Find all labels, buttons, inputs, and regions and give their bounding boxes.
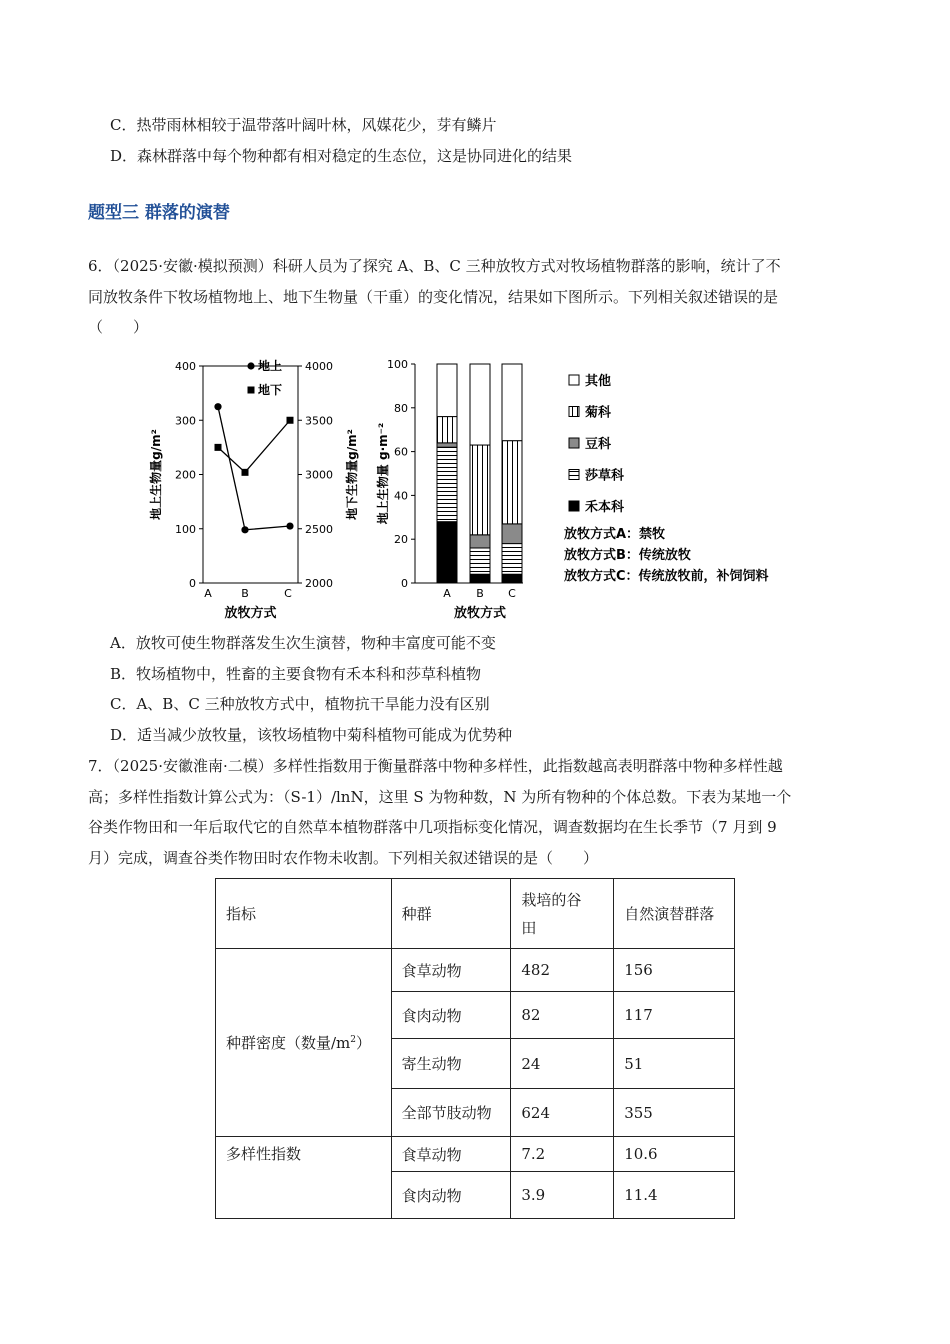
stacked-legend-label: 禾本科 <box>585 500 625 515</box>
q6-text-line1: 6．（2025·安徽·模拟预测）科研人员为了探究 A、B、C 三种放牧方式对牧场植物群落的影响，统计了不 <box>88 257 781 275</box>
grazing-note: 放牧方式C：传统放牧前，补饲饲料 <box>564 569 769 584</box>
x-tick-label: B <box>241 587 249 600</box>
header-cultivated <box>511 879 614 949</box>
row-group: 食草动物 <box>391 1137 511 1172</box>
legend-label-below: 地下 <box>258 383 283 397</box>
stacked-legend-swatch <box>569 407 579 417</box>
right-axis-tick-label: 3000 <box>305 468 333 482</box>
line-chart-frame <box>203 366 298 583</box>
row-cultivated: 624 <box>511 1089 614 1137</box>
row-group: 食草动物 <box>391 949 511 992</box>
header-cultivated-line2: 田 <box>521 918 537 937</box>
x-tick-label: C <box>284 587 292 600</box>
stacked-y-tick-label: 40 <box>394 489 408 503</box>
stacked-y-tick-label: 60 <box>394 445 408 459</box>
legend-marker-below <box>248 387 255 394</box>
option-d-prev: D．森林群落中每个物种都有相对稳定的生态位，这是协同进化的结果 <box>110 147 573 165</box>
row-group: 全部节肢动物 <box>391 1089 511 1137</box>
left-axis-tick-label: 300 <box>175 414 196 428</box>
stacked-legend-swatch <box>569 375 579 385</box>
row-cultivated: 3.9 <box>511 1172 614 1219</box>
stacked-bar-segment <box>437 522 457 583</box>
q7-text-line4: 月）完成，调查谷类作物田时农作物未收割。下列相关叙述错误的是（ ） <box>88 849 599 867</box>
grazing-note: 放牧方式B：传统放牧 <box>564 548 691 563</box>
point-above <box>286 522 293 529</box>
legend-marker-above <box>247 362 254 369</box>
x-axis-label: 放牧方式 <box>224 606 277 621</box>
q6-option-b: B．牧场植物中，牲畜的主要食物有禾本科和莎草科植物 <box>110 665 482 683</box>
header-natural: 自然演替群落 <box>614 879 735 949</box>
density-label-sup: 2 <box>350 1035 357 1045</box>
diversity-label-cell: 多样性指数 <box>216 1137 392 1219</box>
q6-text-line3: （ ） <box>88 318 149 336</box>
stacked-bar-segment <box>437 447 457 521</box>
option-c-prev: C．热带雨林相较于温带落叶阔叶林，风媒花少，芽有鳞片 <box>110 116 497 134</box>
x-tick-label: A <box>204 587 212 600</box>
density-label-cell <box>216 949 392 1137</box>
stacked-bar-segment <box>470 364 490 445</box>
right-axis-tick-label: 2000 <box>305 577 333 590</box>
right-axis-label: 地下生物量g/m² <box>345 429 359 520</box>
q7-text-line3: 谷类作物田和一年后取代它的自然草本植物群落中几项指标变化情况，调查数据均在生长季节（7 月到 9 <box>88 818 777 836</box>
table-row <box>216 949 735 992</box>
table-header-row <box>216 879 735 949</box>
row-cultivated: 82 <box>511 992 614 1039</box>
stacked-bar-segment <box>502 441 522 524</box>
row-cultivated: 7.2 <box>511 1137 614 1172</box>
stacked-y-tick-label: 0 <box>401 577 408 590</box>
stacked-legend-label: 豆科 <box>585 437 612 452</box>
q7-text-line1: 7．（2025·安徽淮南·二模）多样性指数用于衡量群落中物种多样性，此指数越高表明群落中物种多样性越 <box>88 757 783 775</box>
q6-option-d: D．适当减少放牧量，该牧场植物中菊科植物可能成为优势种 <box>110 726 513 744</box>
right-axis-tick-label: 3500 <box>305 414 333 428</box>
left-axis-label: 地上生物量g/m² <box>149 429 163 520</box>
row-natural: 156 <box>614 949 735 992</box>
stacked-bar-segment <box>470 535 490 548</box>
row-natural: 11.4 <box>614 1172 735 1219</box>
legend-label-above: 地上 <box>258 359 283 373</box>
row-natural: 117 <box>614 992 735 1039</box>
stacked-y-axis-label: 地上生物量 g·m⁻² <box>376 422 390 525</box>
left-axis-tick-label: 0 <box>189 577 196 590</box>
row-group: 食肉动物 <box>391 1172 511 1219</box>
stacked-x-tick-label: A <box>443 587 451 600</box>
left-axis-tick-label: 400 <box>175 360 196 373</box>
stacked-bar-segment <box>437 417 457 443</box>
stacked-legend-label: 莎草科 <box>585 468 625 484</box>
stacked-x-tick-label: C <box>508 587 516 600</box>
q6-option-a: A．放牧可使生物群落发生次生演替，物种丰富度可能不变 <box>110 634 496 652</box>
stacked-bar-segment <box>502 364 522 441</box>
q6-option-c: C．A、B、C 三种放牧方式中，植物抗干旱能力没有区别 <box>110 695 490 713</box>
density-label: 种群密度（数量/m <box>226 1034 351 1052</box>
right-axis-tick-label: 2500 <box>305 522 333 536</box>
right-axis-tick-label: 4000 <box>305 360 333 373</box>
point-below <box>242 469 249 476</box>
stacked-x-axis-label: 放牧方式 <box>453 606 507 621</box>
stacked-bar-segment <box>437 443 457 447</box>
section-title: 题型三 群落的演替 <box>88 203 230 223</box>
row-natural: 355 <box>614 1089 735 1137</box>
stacked-y-tick-label: 80 <box>394 401 408 415</box>
table-row <box>216 1137 735 1172</box>
stacked-legend-swatch <box>569 438 579 448</box>
stacked-y-tick-label: 100 <box>387 358 408 371</box>
stacked-legend-label: 菊科 <box>585 405 612 421</box>
stacked-y-tick-label: 20 <box>394 533 408 547</box>
point-below <box>215 444 222 451</box>
point-below <box>287 417 294 424</box>
row-cultivated: 24 <box>511 1039 614 1089</box>
stacked-bar-segment <box>502 544 522 575</box>
row-group: 食肉动物 <box>391 992 511 1039</box>
header-population: 种群 <box>391 879 511 949</box>
stacked-bar-segment <box>470 574 490 583</box>
header-indicator: 指标 <box>216 879 392 949</box>
row-cultivated: 482 <box>511 949 614 992</box>
stacked-bar-segment <box>437 364 457 417</box>
stacked-bar-segment <box>502 524 522 544</box>
q6-text-line2: 同放牧条件下牧场植物地上、地下生物量（干重）的变化情况，结果如下图所示。下列相关叙述错误的是 <box>88 288 779 306</box>
q6-figure <box>140 352 840 627</box>
point-above <box>214 403 221 410</box>
stacked-legend-label: 其他 <box>585 374 612 389</box>
grazing-note: 放牧方式A：禁牧 <box>564 527 666 542</box>
row-natural: 10.6 <box>614 1137 735 1172</box>
stacked-legend-swatch <box>569 501 579 511</box>
stacked-bar-segment <box>470 548 490 574</box>
left-axis-tick-label: 100 <box>175 522 196 536</box>
stacked-bar-segment <box>470 445 490 535</box>
series-line-above <box>218 407 290 530</box>
series-line-below <box>218 420 290 472</box>
density-label-close: ） <box>356 1034 372 1052</box>
stacked-bar-segment <box>502 574 522 583</box>
stacked-legend-swatch <box>569 470 579 480</box>
point-above <box>241 526 248 533</box>
row-group: 寄生动物 <box>391 1039 511 1089</box>
header-cultivated-line1: 栽培的谷 <box>521 890 582 909</box>
q7-data-table <box>215 878 735 1219</box>
left-axis-tick-label: 200 <box>175 468 196 482</box>
q6-charts-svg <box>140 352 840 627</box>
row-natural: 51 <box>614 1039 735 1089</box>
stacked-x-tick-label: B <box>476 587 484 600</box>
q7-text-line2: 高；多样性指数计算公式为：（S-1）/lnN，这里 S 为物种数，N 为所有物种的个体总数。下表为某地一个 <box>88 788 792 806</box>
